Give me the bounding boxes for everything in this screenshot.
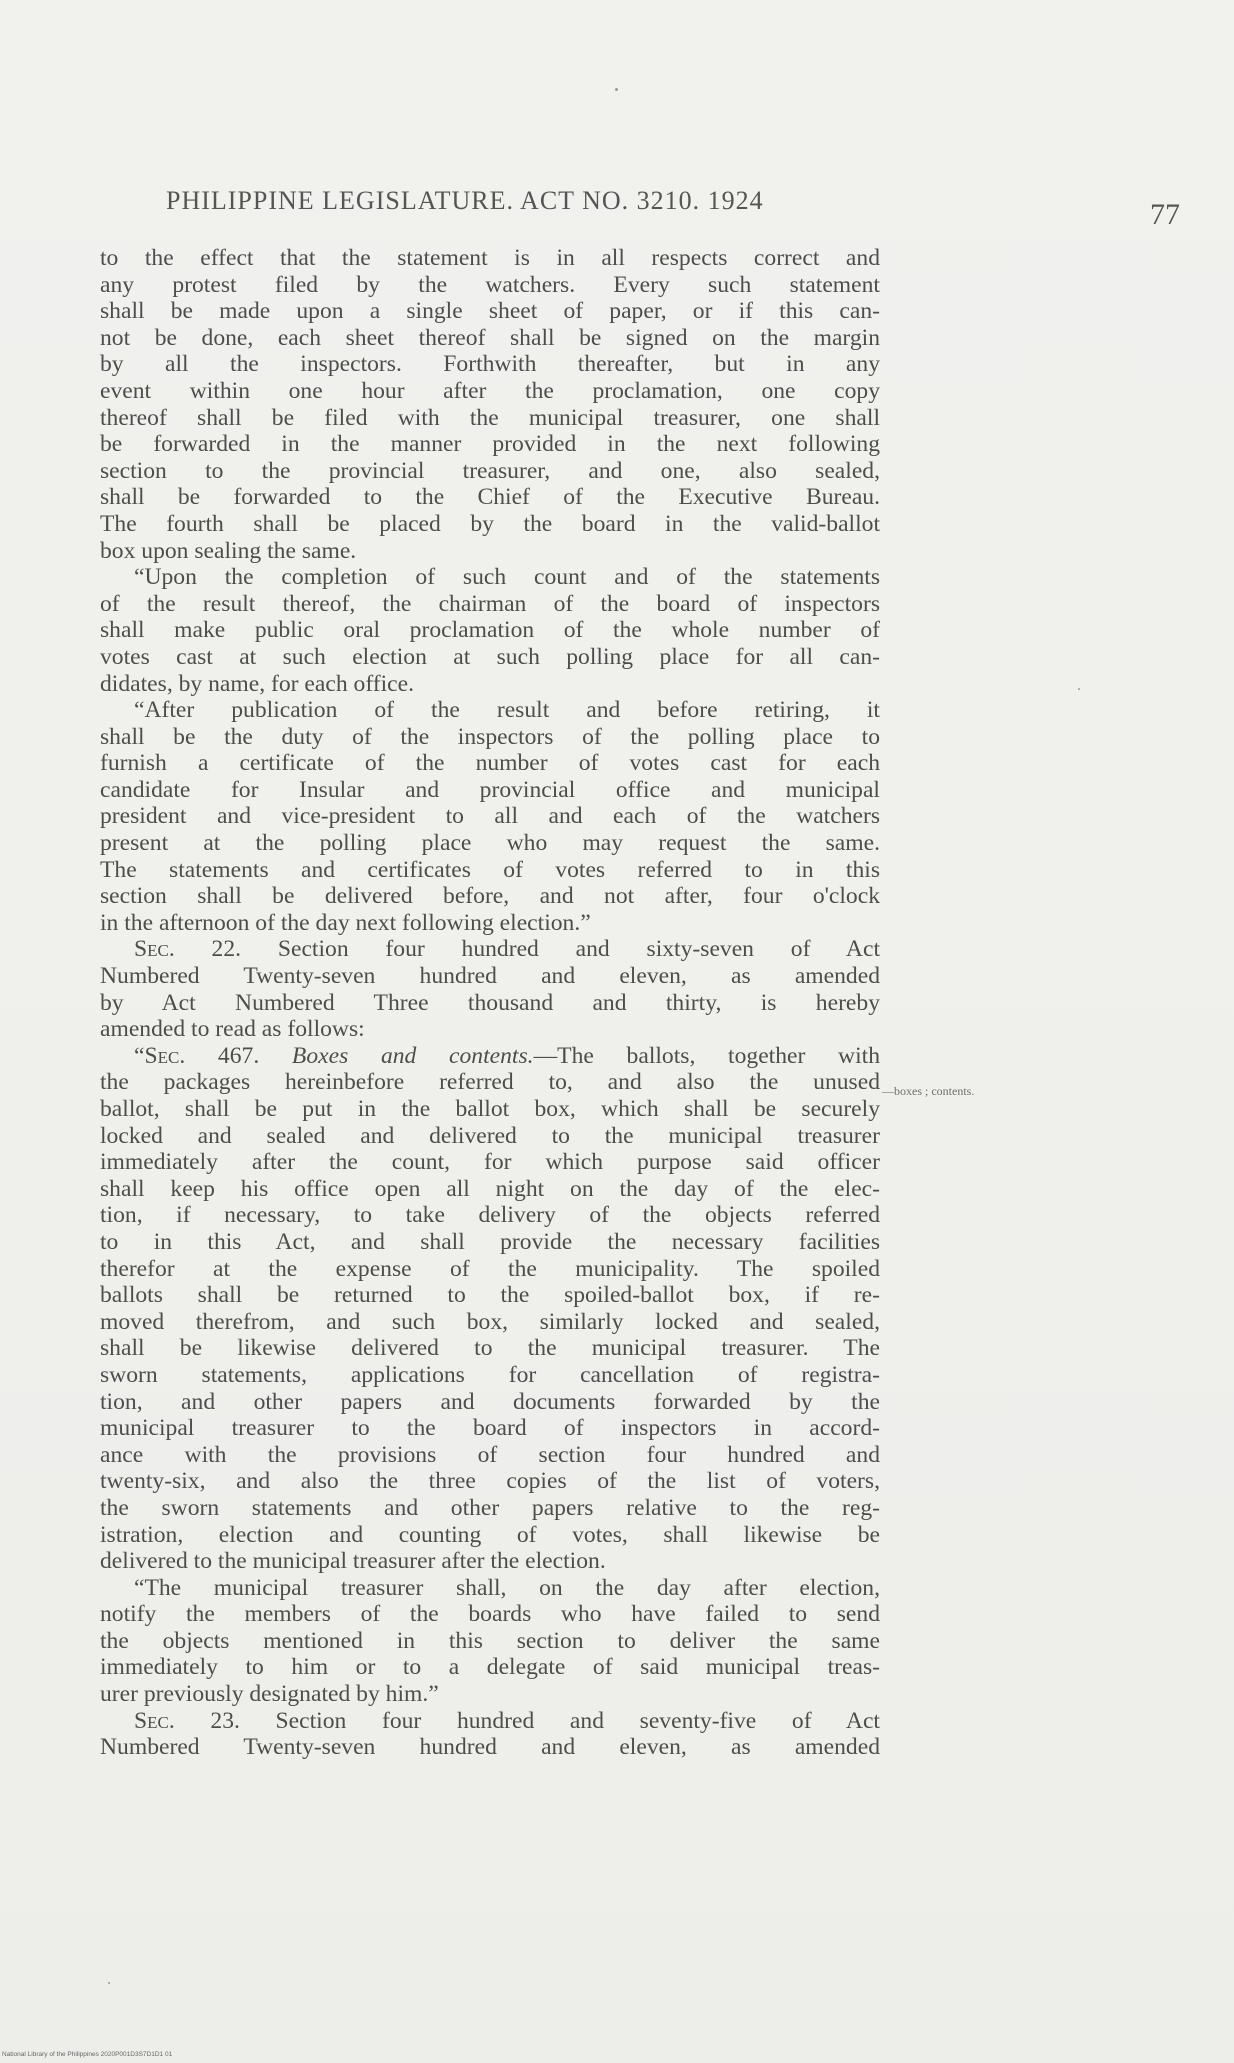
text-line: Numbered Twenty-seven hundred and eleven, as amended (100, 1734, 880, 1761)
text-line: municipal treasurer to the board of inspectors in accord- (100, 1415, 880, 1442)
text-line: section shall be delivered before, and not after, four o'clock (100, 883, 880, 910)
text-line: shall make public oral proclamation of the whole number of (100, 617, 880, 644)
page-speck (1078, 688, 1080, 690)
running-head: PHILIPPINE LEGISLATURE. ACT NO. 3210. 1924 (166, 186, 764, 215)
text-line: amended to read as follows: (100, 1016, 365, 1043)
text-line: of the result thereof, the chairman of the board of inspectors (100, 590, 880, 617)
text-line: section to the provincial treasurer, and one, also sealed, (100, 457, 880, 484)
text-line: shall be the duty of the inspectors of the polling place to (100, 723, 880, 750)
text-line: “Upon the completion of such count and of the statements (134, 564, 880, 591)
text-line: shall be made upon a single sheet of paper, or if this can- (100, 298, 880, 325)
text-line: votes cast at such election at such polling place for all can- (100, 643, 880, 670)
text-line: Numbered Twenty-seven hundred and eleven, as amended (100, 963, 880, 990)
text-line: the sworn statements and other papers relative to the reg- (100, 1494, 880, 1521)
text-line: immediately after the count, for which purpose said officer (100, 1149, 880, 1176)
text-line: The statements and certificates of votes referred to in this (100, 856, 880, 883)
text-line: didates, by name, for each office. (100, 670, 415, 697)
text-line: delivered to the municipal treasurer after the election. (100, 1548, 606, 1575)
text-line: tion, if necessary, to take delivery of the objects referred (100, 1202, 880, 1229)
text-line: thereof shall be filed with the municipal treasurer, one shall (100, 404, 880, 431)
page-speck (108, 1982, 110, 1984)
text-line: sworn statements, applications for cancellation of registra- (100, 1361, 880, 1388)
text-line: by all the inspectors. Forthwith thereafter, but in any (100, 351, 880, 378)
page-speck (615, 88, 618, 91)
text-line: locked and sealed and delivered to the municipal treasurer (100, 1122, 880, 1149)
text-line: urer previously designated by him.” (100, 1681, 439, 1708)
text-line: not be done, each sheet thereof shall be signed on the margin (100, 324, 880, 351)
page-number: 77 (1150, 198, 1180, 231)
text-line: istration, election and counting of votes, shall likewise be (100, 1521, 880, 1548)
text-line: candidate for Insular and provincial office and municipal (100, 776, 880, 803)
text-line: shall keep his office open all night on the day of the elec- (100, 1175, 880, 1202)
text-line: tion, and other papers and documents forwarded by the (100, 1388, 880, 1415)
text-line: furnish a certificate of the number of votes cast for each (100, 750, 880, 777)
text-line: any protest filed by the watchers. Every such statement (100, 271, 880, 298)
text-line: shall be forwarded to the Chief of the Executive Bureau. (100, 484, 880, 511)
text-line: president and vice-president to all and each of the watchers (100, 803, 880, 830)
text-line: event within one hour after the proclamation, one copy (100, 377, 880, 404)
archive-footer: National Library of the Philippines 2020P001D3S7D1D1 01 (2, 2051, 173, 2058)
text-line: to in this Act, and shall provide the necessary facilities (100, 1228, 880, 1255)
text-line: “After publication of the result and before retiring, it (134, 697, 880, 724)
text-line: twenty-six, and also the three copies of the list of voters, (100, 1468, 880, 1495)
text-line: the packages hereinbefore referred to, and also the unused (100, 1069, 880, 1096)
text-line: ance with the provisions of section four hundred and (100, 1441, 880, 1468)
text-line: The fourth shall be placed by the board in the valid-ballot (100, 510, 880, 537)
text-line: ballots shall be returned to the spoiled-ballot box, if re- (100, 1282, 880, 1309)
text-line: moved therefrom, and such box, similarly locked and sealed, (100, 1308, 880, 1335)
section-heading-line: “Sec. 467. Boxes and contents.—The ballots, together with (134, 1042, 880, 1069)
section-heading-line: Sec. 23. Section four hundred and seventy-five of Act (134, 1707, 880, 1734)
text-line: be forwarded in the manner provided in the next following (100, 431, 880, 458)
body-text (100, 245, 880, 1761)
text-line: therefor at the expense of the municipality. The spoiled (100, 1255, 880, 1282)
text-line: to the effect that the statement is in all respects correct and (100, 245, 880, 271)
text-line: box upon sealing the same. (100, 537, 357, 564)
text-line: notify the members of the boards who have failed to send (100, 1601, 880, 1628)
text-line: shall be likewise delivered to the municipal treasurer. The (100, 1335, 880, 1362)
text-line: immediately to him or to a delegate of said municipal treas- (100, 1654, 880, 1681)
text-line: in the afternoon of the day next following election.” (100, 909, 591, 936)
text-line: by Act Numbered Three thousand and thirty, is hereby (100, 989, 880, 1016)
section-heading-line: Sec. 22. Section four hundred and sixty-seven of Act (134, 936, 880, 963)
text-line: present at the polling place who may request the same. (100, 830, 880, 857)
margin-note: —boxes ; contents. (882, 1084, 975, 1098)
text-line: the objects mentioned in this section to deliver the same (100, 1627, 880, 1654)
text-line: ballot, shall be put in the ballot box, which shall be securely (100, 1096, 880, 1122)
text-line: “The municipal treasurer shall, on the day after election, (134, 1574, 880, 1601)
